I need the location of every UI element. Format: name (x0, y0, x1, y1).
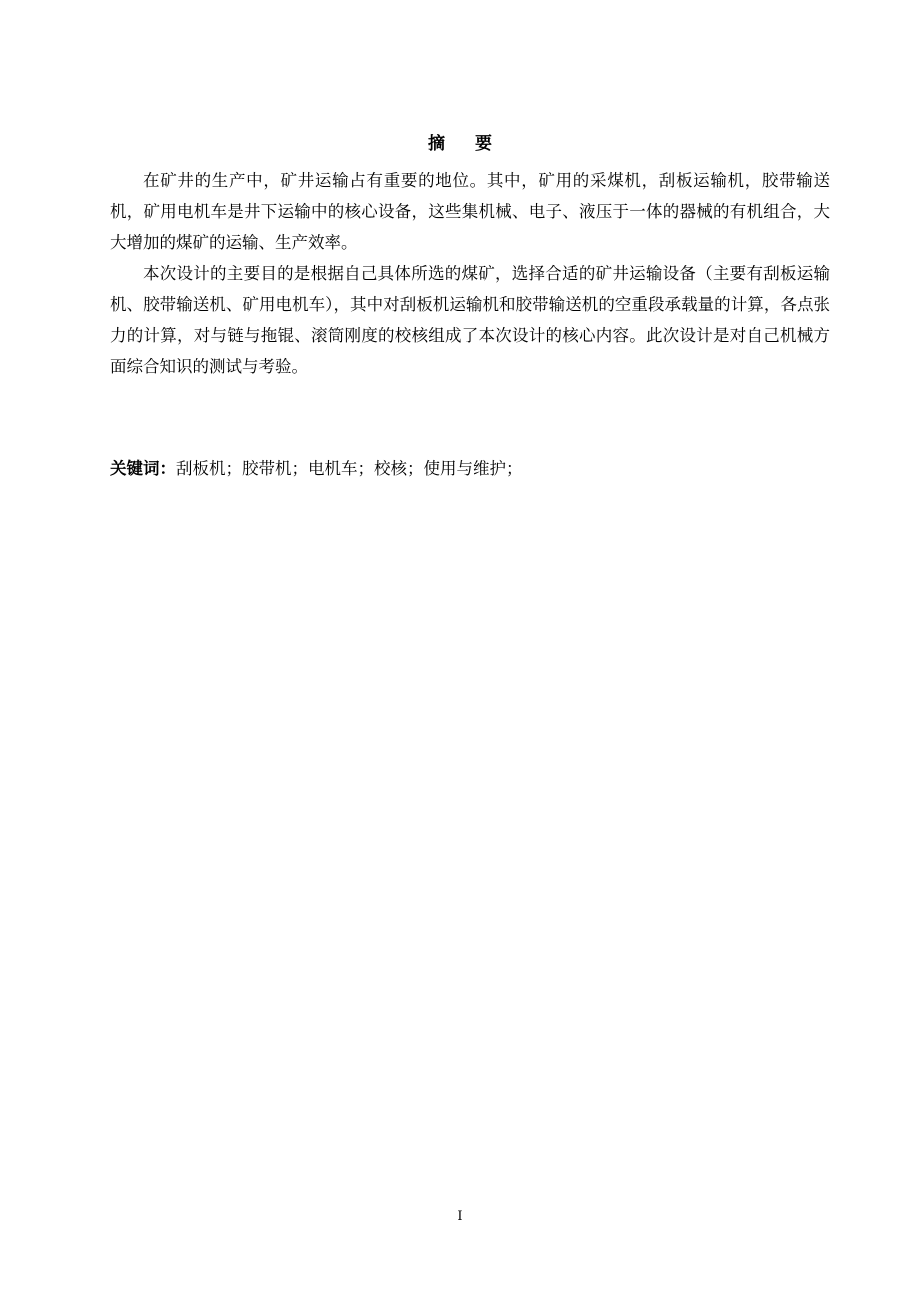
keywords-line (110, 453, 830, 484)
abstract-paragraph-1: 在矿井的生产中，矿井运输占有重要的地位。其中，矿用的采煤机，刮板运输机，胶带输送机，矿用电机车是井下运输中的核心设备，这些集机械、电子、液压于一体的器械的有机组合，大大增加的煤矿的运输、生产效率。 (110, 171, 830, 252)
abstract-title-part1: 摘 (428, 134, 445, 154)
keywords-text: 刮板机；胶带机；电机车；校核；使用与维护； (176, 459, 523, 478)
abstract-title (0, 131, 920, 157)
abstract-body (110, 165, 830, 382)
page-number: I (457, 1209, 463, 1224)
abstract-title-part2: 要 (475, 134, 492, 154)
keywords-label: 关键词： (110, 459, 176, 478)
abstract-paragraph-2: 本次设计的主要目的是根据自己具体所选的煤矿，选择合适的矿井运输设备（主要有刮板运输机、胶带输送机、矿用电机车），其中对刮板机运输机和胶带输送机的空重段承载量的计算，各点张力的计算，对与链与拖锟、滚筒刚度的校核组成了本次设计的核心内容。此次设计是对自己机械方面综合知识的测试与考验。 (110, 264, 830, 376)
